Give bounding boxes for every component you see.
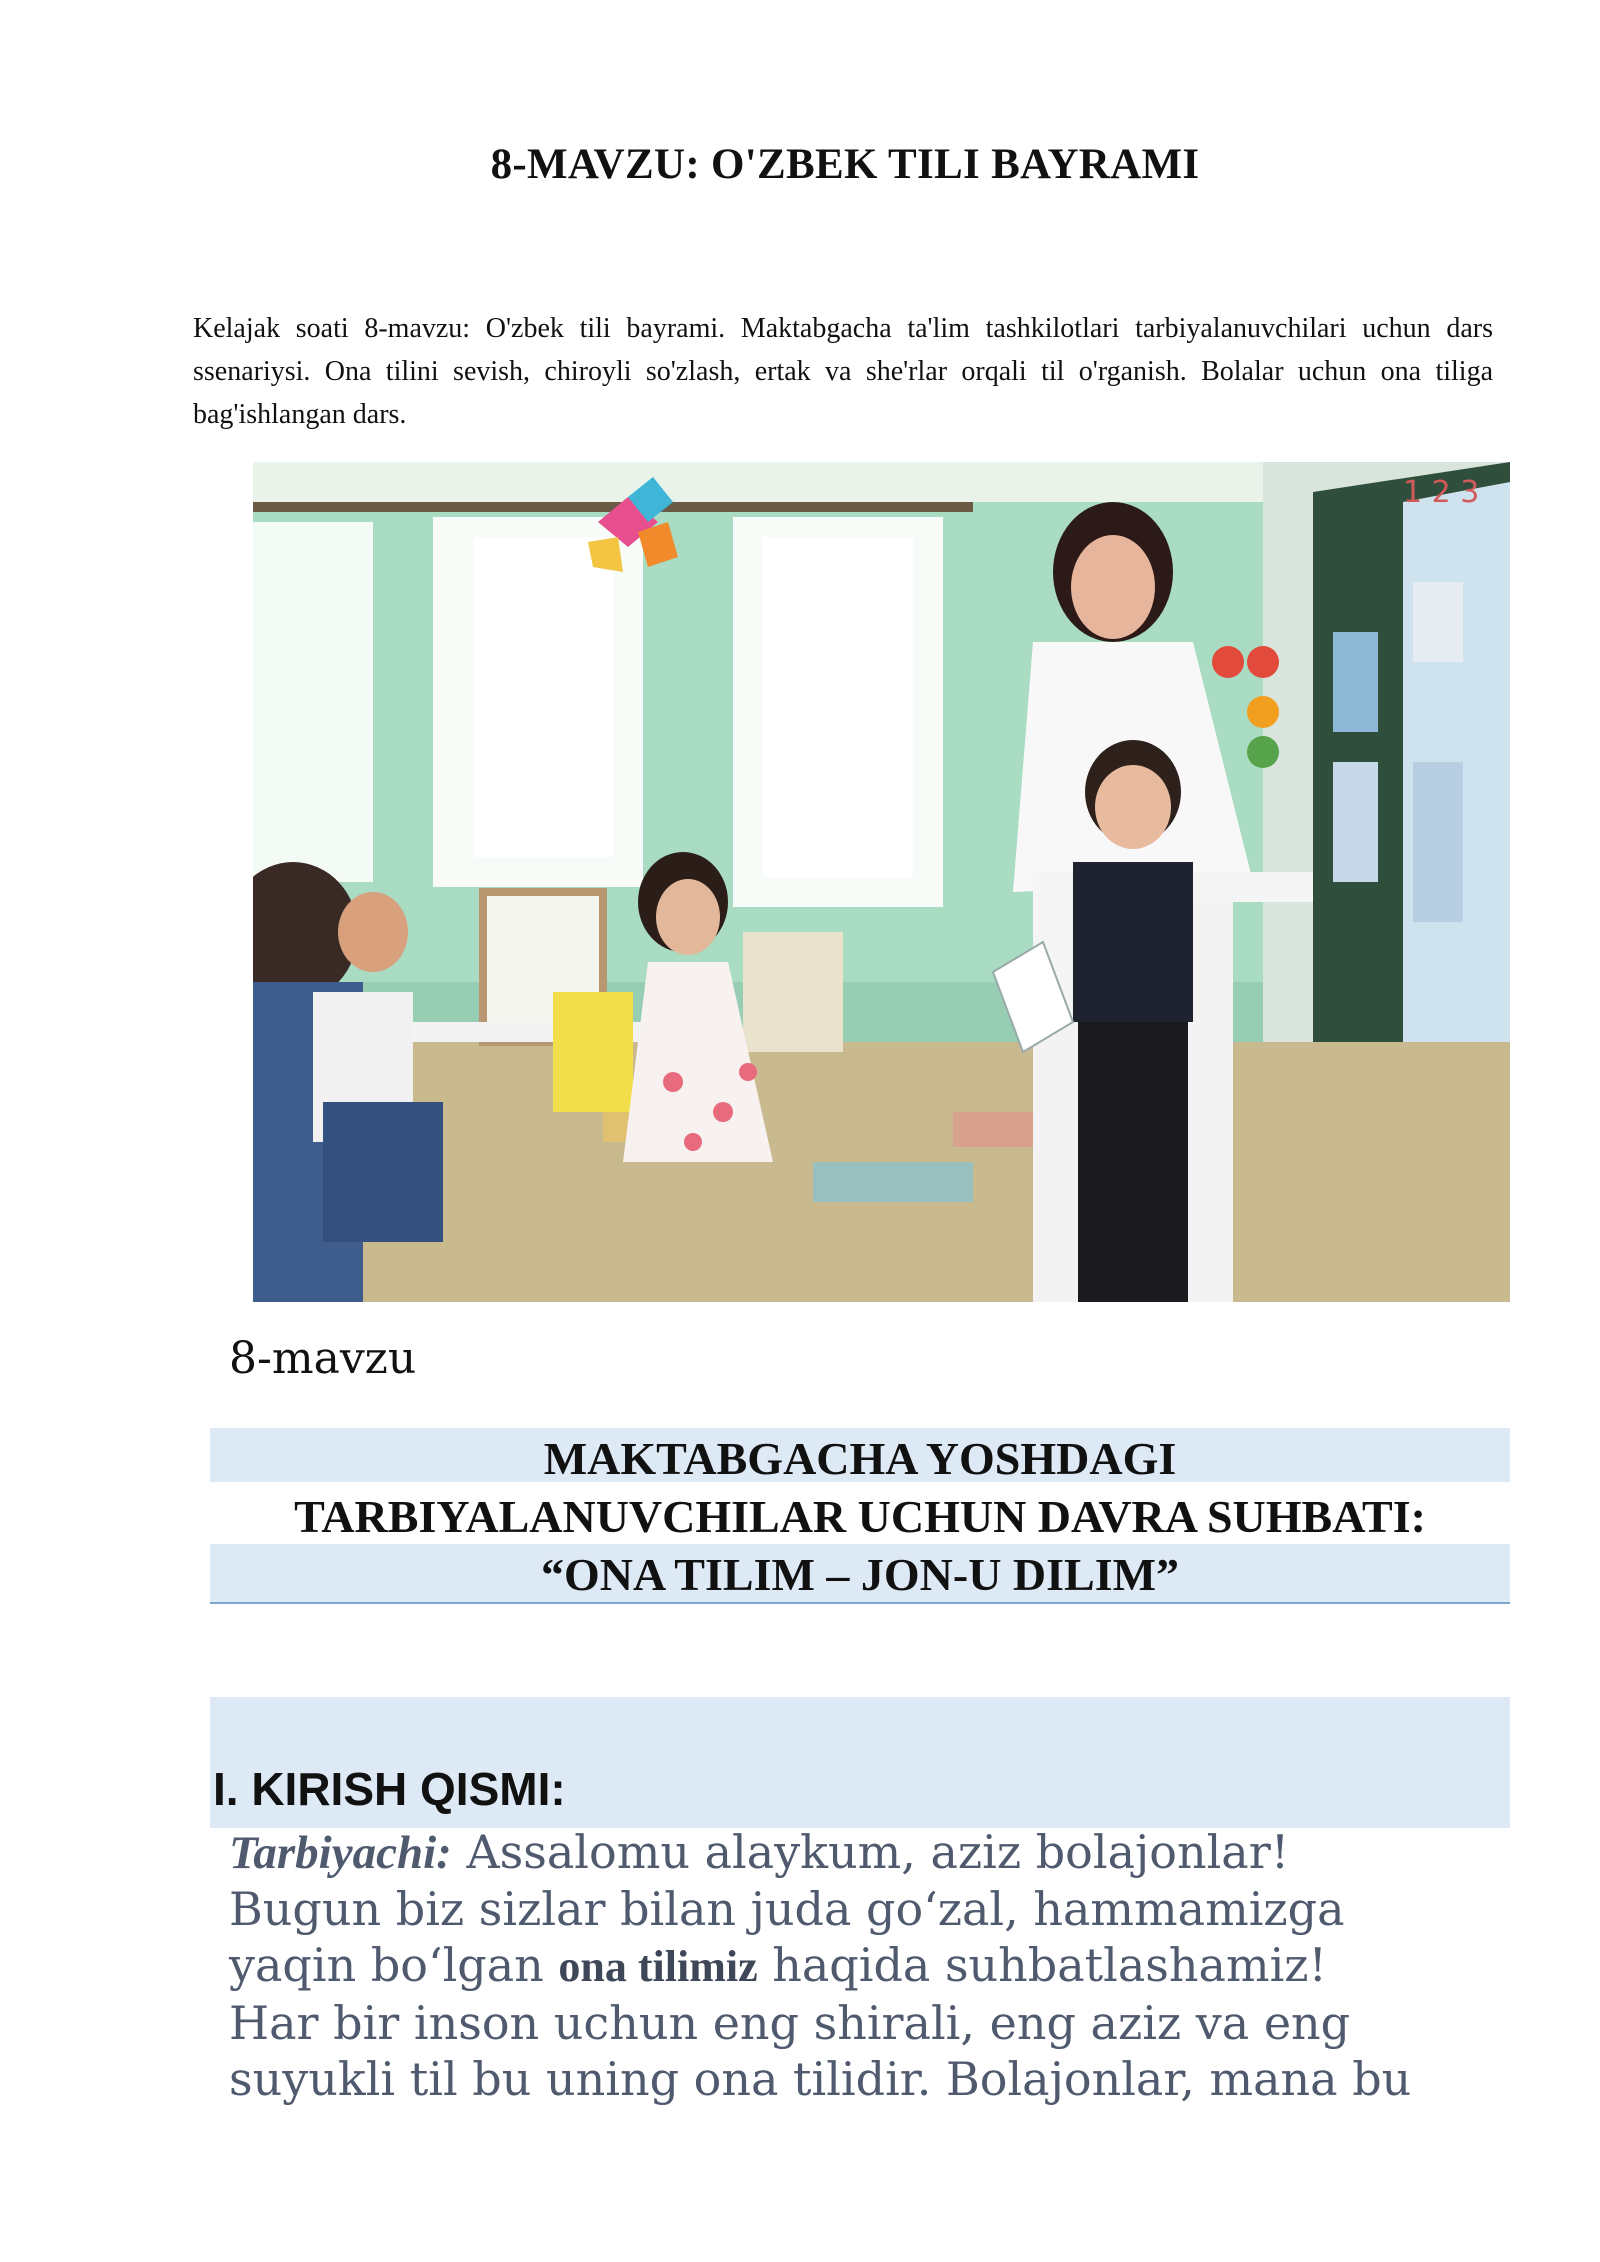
document-title: 8-MAVZU: O'ZBEK TILI BAYRAMI — [490, 141, 1200, 188]
heading-line-2: TARBIYALANUVCHILAR UCHUN DAVRA SUHBATI: — [294, 1491, 1426, 1542]
body-line-3-end: haqida suhbatlashamiz! — [757, 1938, 1328, 1992]
body-line-1 — [229, 1824, 1489, 1881]
body-line-5: suyukli til bu uning ona tilidir. Bolajonlar, mana bu — [229, 2052, 1412, 2106]
body-line-3-start: yaqin bo‘lgan — [229, 1938, 559, 1992]
intro-paragraph: Kelajak soati 8-mavzu: O'zbek tili bayrami. Maktabgacha ta'lim tashkilotlari tarbiyalanuvchilari uchun dars ssenariysi. Ona tilini sevish, chiroyli so'zlash, ertak va she'rlar orqali til o'rganish. Bolalar uchun ona tiliga bag'ishlangan dars. — [193, 313, 1493, 430]
body-line-3 — [229, 1937, 1489, 1995]
kirish-heading: I. KIRISH QISMI: — [213, 1763, 566, 1815]
topic-subtitle: 8-mavzu — [229, 1333, 417, 1384]
greeting-text: Assalomu alaykum, aziz bolajonlar! — [451, 1825, 1290, 1879]
body-text — [229, 1824, 1489, 2107]
heading-line-3: “ONA TILIM – JON-U DILIM” — [540, 1549, 1180, 1600]
speaker-label: Tarbiyachi: — [229, 1827, 452, 1879]
board-numbers: 1 2 3 — [1403, 475, 1480, 510]
section-main-heading — [210, 1430, 1510, 1604]
body-line-2: Bugun biz sizlar bilan juda go‘zal, hammamizga — [229, 1882, 1345, 1936]
classroom-photo — [253, 462, 1510, 1302]
body-line-4: Har bir inson uchun eng shirali, eng aziz va eng — [229, 1996, 1351, 2050]
emphasis-text: ona tilimiz — [558, 1942, 758, 1991]
heading-line-1: MAKTABGACHA YOSHDAGI — [543, 1433, 1177, 1484]
